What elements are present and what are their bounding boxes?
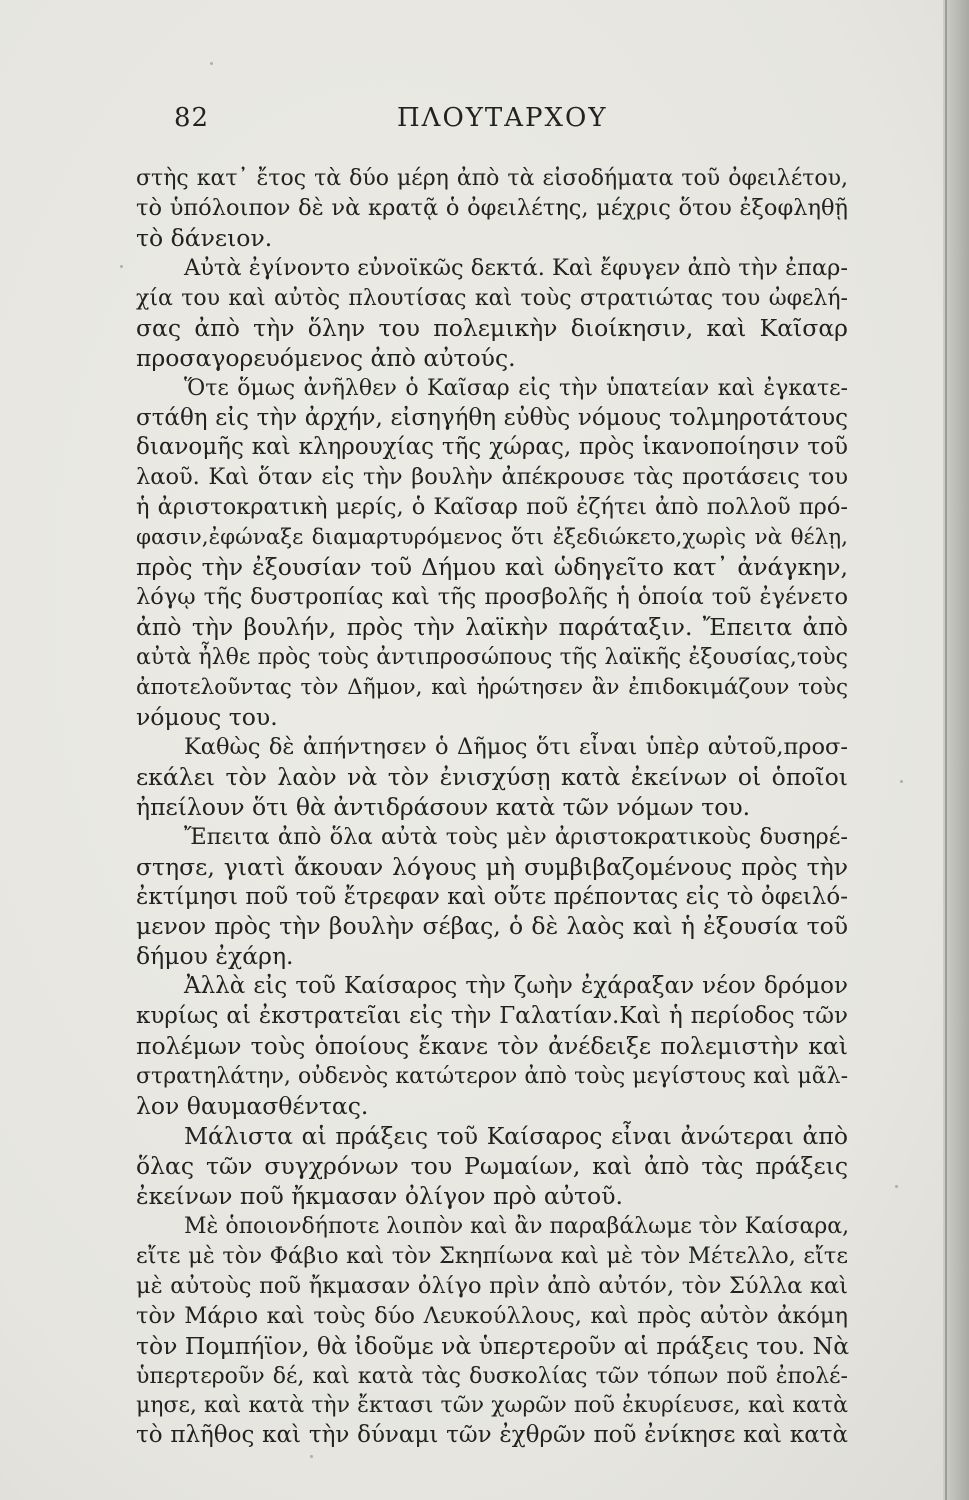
text-line: Ὅτε ὅμως ἀνῆλθεν ὁ Καῖσαρ εἰς τὴν ὑπατείαν καὶ ἐγκατε-	[184, 375, 848, 401]
text-line: Μάλιστα αἱ πράξεις τοῦ Καίσαρος εἶναι ἀνώτεραι ἀπὸ	[184, 1122, 848, 1150]
text-line: εἴτε μὲ τὸν Φάβιο καὶ τὸν Σκηπίωνα καὶ μὲ τὸν Μέτελλο, εἴτε	[136, 1242, 848, 1269]
text-line: διανομῆς καὶ κληρουχίας τῆς χώρας, πρὸς ἱκανοποίησιν τοῦ	[136, 434, 848, 461]
text-line: μενον πρὸς τὴν βουλὴν σέβας, ὁ δὲ λαὸς καὶ ἡ ἐξουσία τοῦ	[136, 912, 848, 941]
text-line: Αὐτὰ ἐγίνοντο εὐνοϊκῶς δεκτά. Καὶ ἔφυγεν ἀπὸ τὴν ἐπαρ-	[184, 254, 848, 281]
text-line: τὸ δάνειον.	[136, 223, 273, 252]
page-edge-line	[945, 0, 947, 1500]
text-line: ἠπείλουν ὅτι θὰ ἀντιδράσουν κατὰ τῶν νόμων του.	[136, 792, 751, 821]
text-line: στὴς κατ᾽ ἔτος τὰ δύο μέρη ἀπὸ τὰ εἰσοδήματα τοῦ ὀφειλέτου,	[136, 166, 848, 191]
text-line: λαοῦ. Καὶ ὅταν εἰς τὴν βουλὴν ἀπέκρουσε τὰς προτάσεις του	[136, 464, 848, 491]
paper-speck	[120, 265, 123, 268]
text-line: κυρίως αἱ ἐκστρατεῖαι εἰς τὴν Γαλατίαν.Καὶ ἡ περίοδος τῶν	[136, 1003, 848, 1030]
text-line: Ἔπειτα ἀπὸ ὅλα αὐτὰ τοὺς μὲν ἀριστοκρατικοὺς δυσηρέ-	[184, 823, 848, 850]
text-line: μὲ αὐτοὺς ποῦ ἤκμασαν ὀλίγο πρὶν ἀπὸ αὐτόν, τὸν Σύλλα καὶ	[136, 1272, 848, 1299]
paper-speck	[900, 780, 903, 783]
paper-speck	[310, 1455, 313, 1458]
text-line: ἐκείνων ποῦ ἤκμασαν ὀλίγον πρὸ αὐτοῦ.	[136, 1181, 623, 1210]
body-text	[136, 164, 848, 1451]
text-line: φασιν,ἐφώναξε διαμαρτυρόμενος ὅτι ἐξεδιώκετο,χωρὶς νὰ θέλῃ,	[136, 525, 848, 551]
text-line: στρατηλάτην, οὐδενὸς κατώτερον ἀπὸ τοὺς μεγίστους καὶ μᾶλ-	[136, 1064, 848, 1090]
text-line: σας ἀπὸ τὴν ὅλην του πολεμικὴν διοίκησιν, καὶ Καῖσαρ	[136, 313, 848, 342]
text-line: προσαγορευόμενος ἀπὸ αὐτούς.	[136, 343, 516, 372]
paper-speck	[895, 1185, 898, 1188]
text-line: τὸ πλῆθος καὶ τὴν δύναμι τῶν ἐχθρῶν ποῦ ἐνίκησε καὶ κατὰ	[136, 1422, 848, 1449]
text-line: στησε, γιατὶ ἄκουαν λόγους μὴ συμβιβαζομένους πρὸς τὴν	[136, 852, 848, 881]
page-number: 82	[174, 103, 210, 133]
page-header	[0, 103, 969, 143]
text-line: μησε, καὶ κατὰ τὴν ἔκτασι τῶν χωρῶν ποῦ ἐκυρίευσε, καὶ κατὰ	[136, 1393, 848, 1419]
text-line: νόμους του.	[136, 702, 278, 731]
text-line: Καθὼς δὲ ἀπήντησεν ὁ Δῆμος ὅτι εἶναι ὑπὲρ αὐτοῦ,προσ-	[184, 733, 848, 760]
text-line: τὸν Μάριο καὶ τοὺς δύο Λευκούλλους, καὶ πρὸς αὐτὸν ἀκόμη	[136, 1302, 848, 1329]
text-line: Ἀλλὰ εἰς τοῦ Καίσαρος τὴν ζωὴν ἐχάραξαν νέον δρόμον	[184, 973, 848, 1000]
text-line: πολέμων τοὺς ὁποίους ἔκανε τὸν ἀνέδειξε πολεμιστὴν καὶ	[136, 1032, 848, 1061]
text-line: ὑπερτεροῦν δέ, καὶ κατὰ τὰς δυσκολίας τῶν τόπων ποῦ ἐπολέ-	[136, 1363, 848, 1389]
text-line: πρὸς τὴν ἐξουσίαν τοῦ Δήμου καὶ ὡδηγεῖτο κατ᾽ ἀνάγκην,	[136, 553, 848, 582]
text-line: ἡ ἀριστοκρατικὴ μερίς, ὁ Καῖσαρ ποῦ ἐζήτει ἀπὸ πολλοῦ πρό-	[136, 494, 848, 521]
text-line: ὅλας τῶν συγχρόνων του Ρωμαίων, καὶ ἀπὸ τὰς πράξεις	[136, 1151, 848, 1180]
text-line: ἀπὸ τὴν βουλήν, πρὸς τὴν λαϊκὴν παράταξιν. Ἔπειτα ἀπὸ	[136, 613, 848, 642]
text-line: χία του καὶ αὐτὸς πλουτίσας καὶ τοὺς στρατιώτας του ὠφελή-	[136, 285, 848, 311]
text-line: Μὲ ὁποιονδήποτε λοιπὸν καὶ ἂν παραβάλωμε τὸν Καίσαρα,	[184, 1213, 850, 1239]
text-line: ἀποτελοῦντας τὸν Δῆμον, καὶ ἠρώτησεν ἂν ἐπιδοκιμάζουν τοὺς	[136, 674, 848, 700]
text-line: αὐτὰ ἦλθε πρὸς τοὺς ἀντιπροσώπους τῆς λαϊκῆς ἐξουσίας,τοὺς	[136, 645, 848, 670]
text-line: εκάλει τὸν λαὸν νὰ τὸν ἐνισχύσῃ κατὰ ἐκείνων οἱ ὁποῖοι	[136, 762, 848, 791]
text-line: τὸ ὑπόλοιπον δὲ νὰ κρατᾷ ὁ ὀφειλέτης, μέχρις ὅτου ἐξοφληθῇ	[136, 194, 848, 221]
text-line: τὸν Πομπήϊον, θὰ ἰδοῦμε νὰ ὑπερτεροῦν αἱ πράξεις του. Νὰ	[136, 1331, 850, 1360]
text-line: λόγῳ τῆς δυστροπίας καὶ τῆς προσβολῆς ἡ ὁποία τοῦ ἐγένετο	[136, 584, 848, 611]
text-line: λον θαυμασθέντας.	[136, 1092, 369, 1121]
text-line: δήμου ἐχάρη.	[136, 942, 294, 971]
paper-speck	[210, 62, 213, 65]
running-title: ΠΛΟΥΤΑΡΧΟΥ	[397, 103, 608, 133]
text-line: στάθη εἰς τὴν ἀρχήν, εἰσηγήθη εὐθὺς νόμους τολμηροτάτους	[136, 404, 848, 431]
text-line: ἐκτίμησι ποῦ τοῦ ἔτρεφαν καὶ οὔτε πρέποντας εἰς τὸ ὀφειλό-	[136, 883, 848, 910]
